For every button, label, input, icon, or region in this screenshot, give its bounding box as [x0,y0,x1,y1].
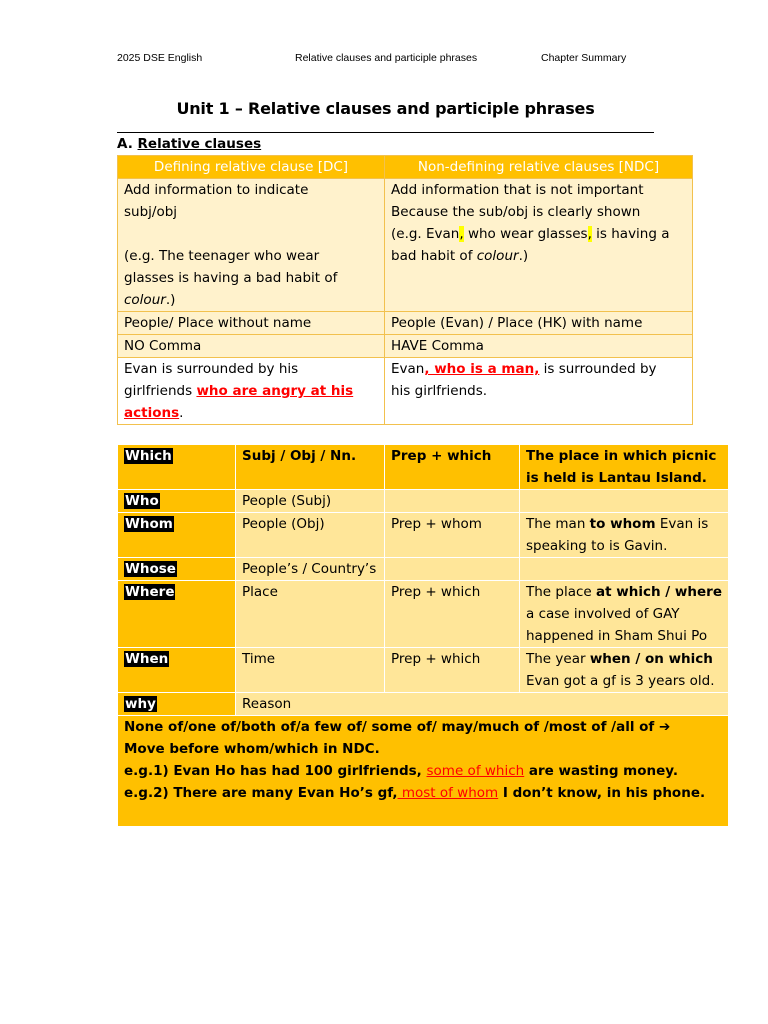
title-divider [117,132,654,133]
pronoun-cell [118,513,236,558]
table-row [118,648,729,693]
example-cell [520,490,729,513]
text-fragment: a case involved of GAY happened in Sham Shui Po [526,606,708,644]
text-fragment: (e.g. Evan [391,226,460,242]
pronoun-label: Which [125,448,172,464]
preposition-cell: Prep + whom [385,513,520,558]
text-fragment: I don’t know, in his phone. [498,785,706,801]
table-row [118,490,729,513]
text-fragment: The man [526,516,590,532]
header-non-defining: Non-defining relative clauses [NDC] [385,156,693,179]
text-fragment: Evan is speaking to is Gavin. [526,516,709,554]
non-defining-example-cell [385,358,693,425]
section-heading [117,136,261,152]
header-course: 2025 DSE English [117,52,203,64]
quantifier-note-cell [118,716,729,827]
usage-cell: People (Subj) [236,490,385,513]
usage-cell: Place [236,581,385,648]
page-header [0,52,768,68]
bold-fragment: when / on which [589,651,713,667]
table-row [118,335,693,358]
text-fragment: are wasting money. [524,763,678,779]
table-row [118,581,729,648]
table-row [118,716,729,827]
relative-clause-highlight: , who is a man, [424,361,540,377]
table-header-row [118,156,693,179]
pronoun-label: why [125,696,156,712]
text-line [391,358,686,380]
relative-clause-highlight: actions [124,405,180,421]
table-row [118,558,729,581]
usage-cell: People (Obj) [236,513,385,558]
usage-cell: People’s / Country’s [236,558,385,581]
page-title: Unit 1 – Relative clauses and participle phrases [176,99,595,118]
text-line: his girlfriends. [391,383,488,399]
pronoun-label: When [125,651,169,667]
pronoun-cell [118,490,236,513]
text-fragment: is having a [591,226,670,242]
preposition-cell: Prep + which [385,445,520,490]
relative-clause-comparison-table [117,155,693,425]
header-chapter: Chapter Summary [541,52,627,64]
table-row [118,445,729,490]
text-fragment: e.g.2) There are many Evan Ho’s gf, [124,785,398,801]
quantifier-highlight: most of whom [397,785,499,801]
text-fragment: e.g.1) Evan Ho has had 100 girlfriends, [124,763,427,779]
example-line [124,760,722,782]
example-line [124,782,722,804]
example-cell [520,648,729,693]
defining-usage-cell: People/ Place without name [118,312,385,335]
example-cell: The place in which picnic is held is Lantau Island. [520,445,729,490]
defining-example-cell [118,358,385,425]
non-defining-comma-cell: HAVE Comma [385,335,693,358]
text-line: Evan is surrounded by his [124,361,299,377]
text-line [124,380,378,402]
text-fragment: .) [165,292,176,308]
text-fragment: Evan got a gf is 3 years old. [526,673,715,689]
non-defining-usage-cell: People (Evan) / Place (HK) with name [385,312,693,335]
relative-pronoun-table [117,444,729,827]
text-fragment: girlfriends [124,383,197,399]
table-row [118,312,693,335]
text-fragment: . [179,405,184,421]
example-cell [520,558,729,581]
pronoun-label: Whose [125,561,176,577]
table-row [118,513,729,558]
pronoun-cell [118,581,236,648]
highlighted-comma: , [459,226,464,242]
pronoun-cell [118,558,236,581]
pronoun-label: Whom [125,516,173,532]
text-fragment: Evan [391,361,425,377]
pronoun-cell [118,693,236,716]
usage-cell: Reason [236,693,729,716]
defining-description-cell [118,179,385,312]
text-line: Add information to indicate [124,182,309,198]
example-line: (e.g. The teenager who wear [124,248,320,264]
text-fragment: .) [518,248,529,264]
example-line [391,245,686,267]
pronoun-label: Who [125,493,159,509]
table-row [118,179,693,312]
note-line: Move before whom/which in NDC. [124,741,380,757]
text-fragment: is surrounded by [539,361,657,377]
text-fragment: who wear glasses [463,226,588,242]
italic-word: colour [124,292,166,308]
italic-word: colour [476,248,519,264]
text-fragment: The place [526,584,597,600]
table-row [118,693,729,716]
preposition-cell: Prep + which [385,581,520,648]
text-fragment: The year [526,651,590,667]
text-line: Add information that is not important [391,182,644,198]
pronoun-label: Where [125,584,175,600]
pronoun-cell [118,445,236,490]
highlighted-comma: , [587,226,592,242]
section-title: Relative clauses [137,136,262,152]
header-topic: Relative clauses and participle phrases [295,52,478,64]
example-line [391,223,686,245]
preposition-cell [385,558,520,581]
pronoun-cell [118,648,236,693]
example-line: glasses is having a bad habit of [124,270,338,286]
preposition-cell [385,490,520,513]
relative-clause-highlight: who are angry at his [196,383,354,399]
example-line [124,289,378,311]
section-prefix: A. [117,136,133,152]
text-fragment: bad habit of [391,248,477,264]
note-line: None of/one of/both of/a few of/ some of/ may/much of /most of /all of ➔ [124,719,671,735]
text-line [124,402,378,424]
non-defining-description-cell [385,179,693,312]
example-cell [520,581,729,648]
defining-comma-cell: NO Comma [118,335,385,358]
quantifier-highlight: some of which [426,763,525,779]
text-line: subj/obj [124,204,178,220]
text-line: Because the sub/obj is clearly shown [391,204,641,220]
bold-fragment: at which / where [596,584,722,600]
usage-cell: Subj / Obj / Nn. [236,445,385,490]
table-row [118,358,693,425]
bold-fragment: to whom [589,516,656,532]
header-defining: Defining relative clause [DC] [118,156,385,179]
example-cell [520,513,729,558]
usage-cell: Time [236,648,385,693]
spacer [124,223,378,245]
preposition-cell: Prep + which [385,648,520,693]
